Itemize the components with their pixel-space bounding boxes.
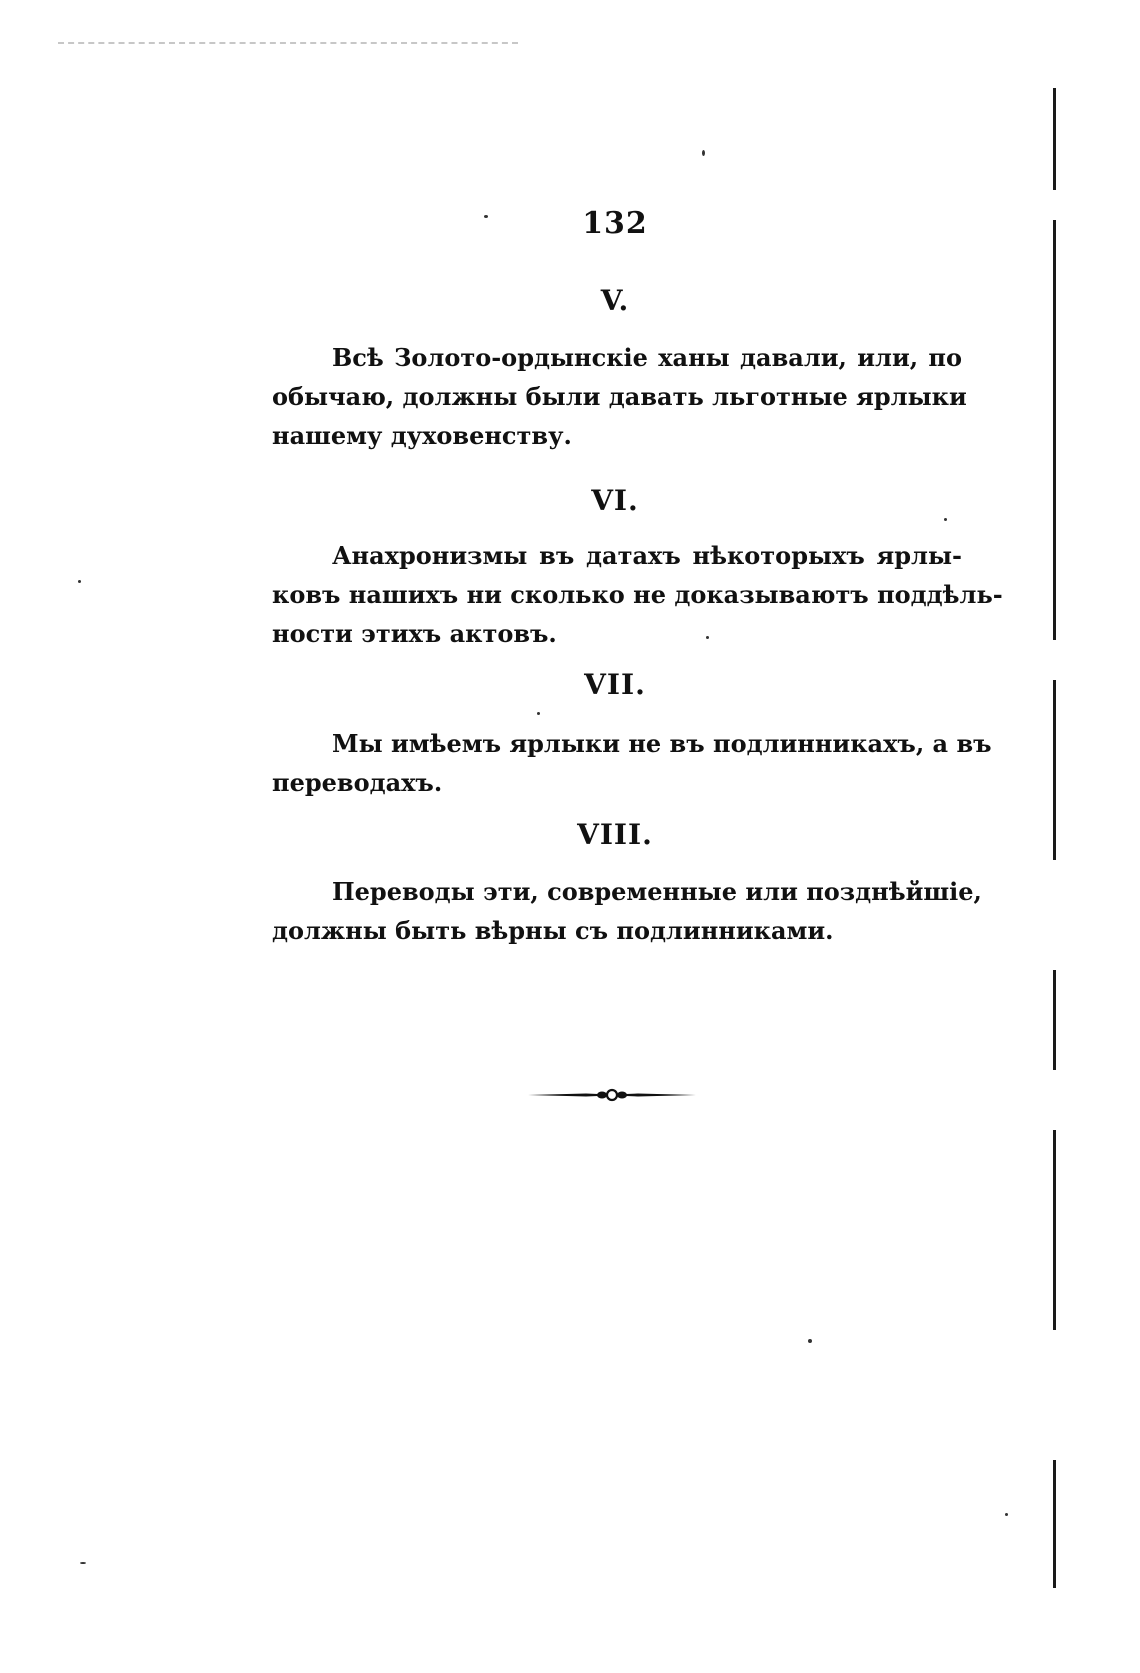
paragraph-line: ковъ нашихъ ни сколько не доказываютъ поддѣль- (272, 580, 1003, 609)
paragraph-line: переводахъ. (272, 768, 443, 797)
scan-speck (944, 518, 947, 521)
scan-speck (702, 150, 705, 156)
scan-edge-gap (1048, 1070, 1062, 1130)
paragraph-line: нашему духовенству. (272, 421, 572, 450)
paragraph-line: Мы имѣемъ ярлыки не въ подлинникахъ, а въ (332, 729, 992, 758)
section-heading: V. (600, 284, 630, 317)
section-paragraph (272, 338, 967, 455)
paragraph-line: Всѣ Золото-ордынскіе ханы давали, или, по (332, 343, 962, 372)
page-number: 132 (582, 206, 648, 241)
section-paragraph (272, 872, 982, 950)
scan-speck (537, 712, 540, 715)
paragraph-line: обычаю, должны были давать льготные ярлыки (272, 382, 967, 411)
scan-edge-gap (1048, 1330, 1062, 1460)
paragraph-line: должны быть вѣрны съ подлинниками. (272, 916, 834, 945)
scan-speck (78, 580, 81, 583)
scan-edge-gap (1048, 860, 1062, 970)
section-heading: VIII. (577, 818, 653, 851)
paragraph-line: Переводы эти, современные или позднѣйшіе, (332, 877, 982, 906)
scan-speck (1005, 1513, 1008, 1516)
end-ornament-icon (528, 1088, 696, 1102)
section-heading: VII. (584, 668, 646, 701)
section-paragraph (272, 536, 1003, 653)
paragraph-line: ности этихъ актовъ. (272, 619, 557, 648)
scan-speck (808, 1339, 812, 1343)
section-heading: VI. (591, 484, 639, 517)
scan-speck (80, 1562, 86, 1564)
section-paragraph (272, 724, 992, 802)
paragraph-line: Анахронизмы въ датахъ нѣкоторыхъ ярлы- (332, 541, 962, 570)
scan-top-edge (58, 42, 518, 44)
